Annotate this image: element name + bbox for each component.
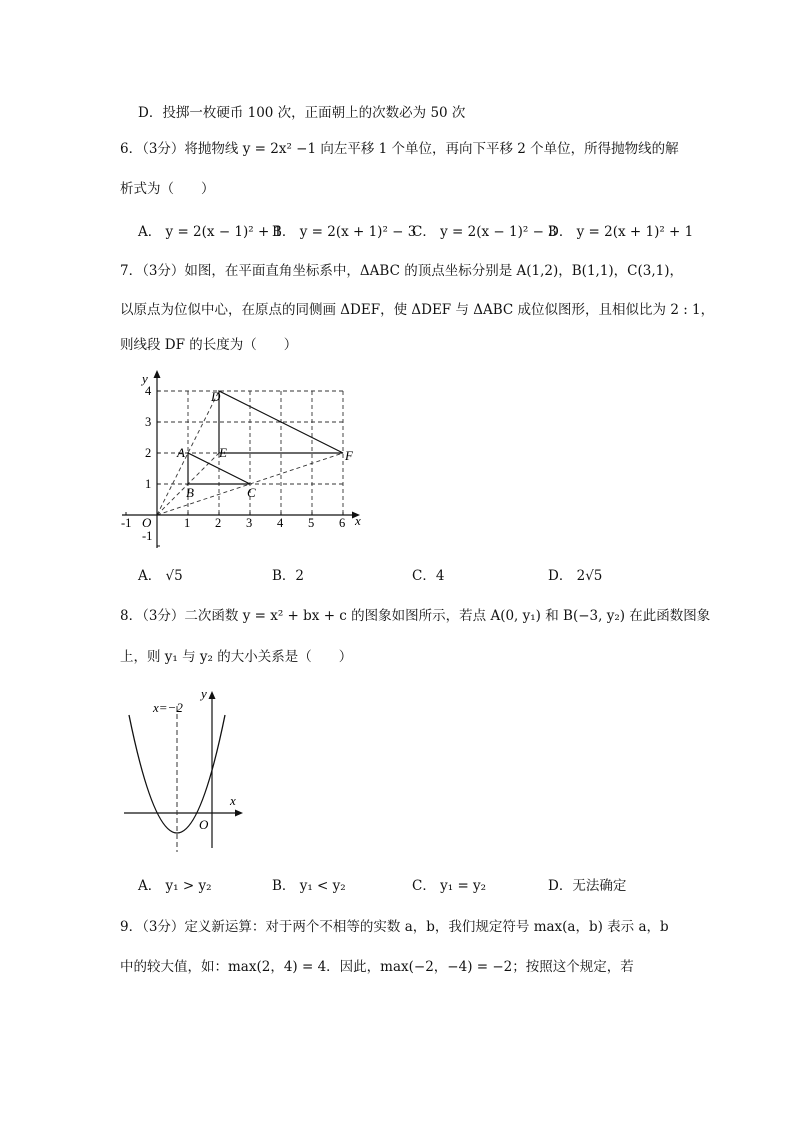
q9-stem-line2: 中的较大值，如：max(2，4) = 4．因此，max(−2，−4) = −2；按照这个规定，若 <box>120 959 634 975</box>
q7-stem-line2: 以原点为位似中心，在原点的同侧画 ΔDEF，使 ΔDEF 与 ΔABC 成位似图形，且相似比为 2 : 1， <box>120 302 715 318</box>
q8-option-d[interactable]: D．无法确定 <box>548 878 627 894</box>
q7-ytick-3: 3 <box>145 415 152 429</box>
q7-ytick-2: 2 <box>145 446 152 460</box>
q8-option-c[interactable]: C． y₁ = y₂ <box>412 878 487 894</box>
q8-option-b[interactable]: B． y₁ < y₂ <box>272 878 346 894</box>
q6-stem-line2: 析式为（ ） <box>120 181 215 197</box>
point-label-b: B <box>186 485 194 500</box>
q7-ytick-4: 4 <box>145 384 152 398</box>
q7-axis-y-label: y <box>142 371 148 386</box>
q8-axis-y-label: y <box>201 686 207 701</box>
q7-option-b[interactable]: B．2 <box>272 568 305 584</box>
q6-option-d[interactable]: D． y = 2(x + 1)² + 1 <box>548 224 694 240</box>
q6-option-a[interactable]: A． y = 2(x − 1)² + 1 <box>138 224 283 240</box>
q8-stem-line1: 8．（3分）二次函数 y = x² + bx + c 的图象如图所示，若点 A(0, y₁) 和 B(−3, y₂) 在此函数图象 <box>120 608 711 624</box>
q9-stem-line1: 9．（3分）定义新运算：对于两个不相等的实数 a，b，我们规定符号 max(a，b) 表示 a，b <box>120 919 669 935</box>
q7-stem-line3: 则线段 DF 的长度为（ ） <box>120 337 298 353</box>
q8-symmetry-label: x=−2 <box>153 700 183 715</box>
q8-y-arrow <box>209 691 216 699</box>
q7-xtick-4: 4 <box>277 516 284 530</box>
q6-option-b[interactable]: B． y = 2(x + 1)² − 3 <box>272 224 417 240</box>
q5-option-d: D．投掷一枚硬币 100 次，正面朝上的次数必为 50 次 <box>138 105 466 121</box>
q8-origin-label: O <box>199 817 209 832</box>
point-label-c: C <box>247 485 256 500</box>
q7-xtick-5: 5 <box>308 516 315 530</box>
q8-x-arrow <box>235 810 243 817</box>
q6-stem-line1: 6．（3分）将抛物线 y = 2x² −1 向左平移 1 个单位，再向下平移 2 个单位，所得抛物线的解 <box>120 141 679 157</box>
q7-xtick-3: 3 <box>246 516 253 530</box>
q8-axis-x-label: x <box>230 793 236 808</box>
q7-ytick-1: 1 <box>145 477 152 491</box>
q8-stem-line2: 上，则 y₁ 与 y₂ 的大小关系是（ ） <box>120 649 353 665</box>
q7-option-a[interactable]: A． √5 <box>138 568 183 584</box>
q6-option-c[interactable]: C． y = 2(x − 1)² − 3 <box>412 224 557 240</box>
q7-option-d[interactable]: D． 2√5 <box>548 568 603 584</box>
q7-stem-line1: 7．（3分）如图，在平面直角坐标系中，ΔABC 的顶点坐标分别是 A(1,2)，B(1,1)，C(3,1)， <box>120 263 684 279</box>
q7-xtick-1: 1 <box>184 516 191 530</box>
q7-xtick-2: 2 <box>215 516 222 530</box>
q7-option-c[interactable]: C．4 <box>412 568 445 584</box>
q7-xtick-neg1: -1 <box>121 516 132 530</box>
q7-ytick-neg1: -1 <box>142 529 153 543</box>
q8-option-a[interactable]: A． y₁ > y₂ <box>138 878 212 894</box>
point-label-e: E <box>219 445 227 460</box>
point-label-a: A <box>177 445 185 460</box>
point-label-f: F <box>345 448 353 463</box>
q7-axis-x-label: x <box>355 513 361 528</box>
point-label-d: D <box>211 389 221 404</box>
q8-axes <box>124 696 238 848</box>
q7-xtick-6: 6 <box>339 516 346 530</box>
q7-origin-label: O <box>142 515 152 530</box>
